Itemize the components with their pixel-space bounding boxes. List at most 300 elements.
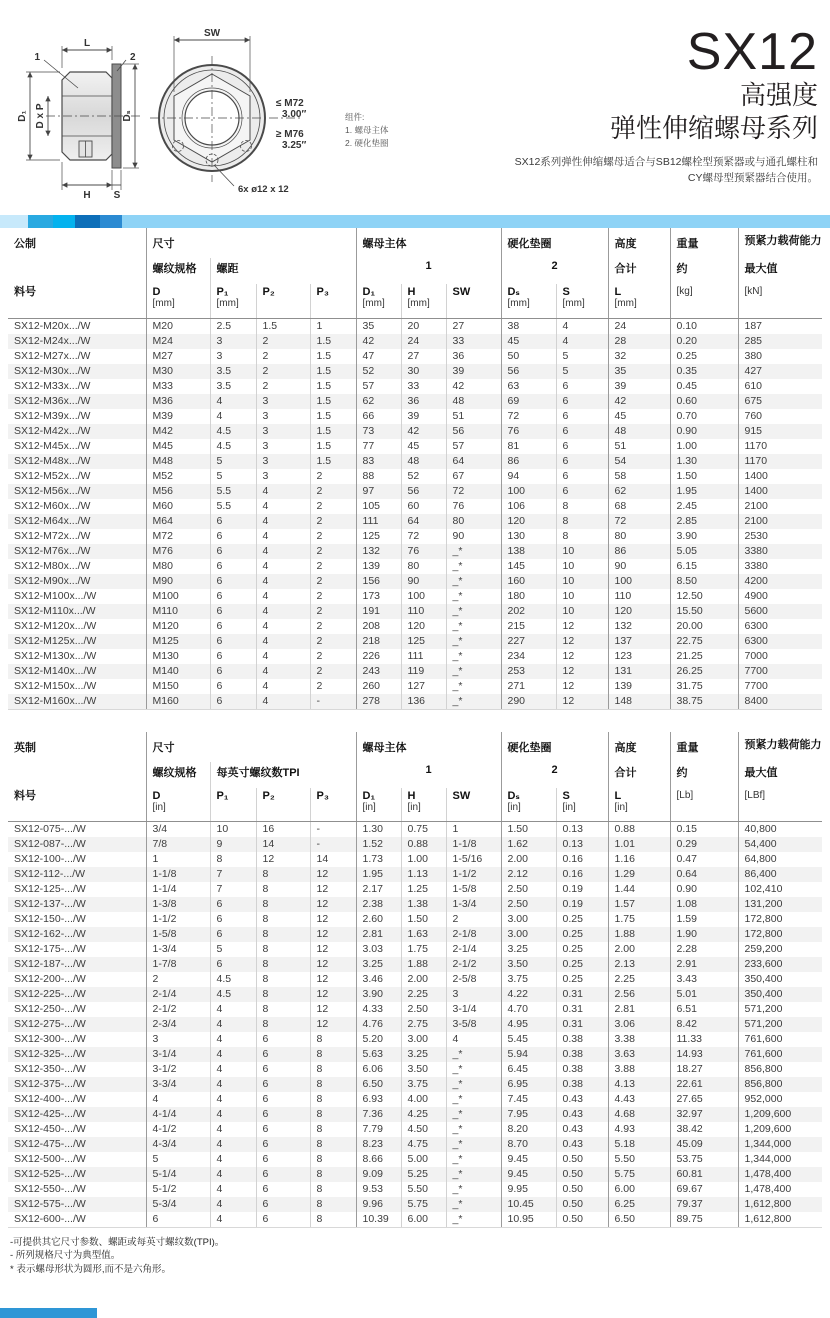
value-cell: 6.50 — [608, 1212, 670, 1228]
value-cell: 5.63 — [356, 1047, 401, 1062]
value-cell: _* — [446, 544, 501, 559]
value-cell: M140 — [146, 664, 210, 679]
value-cell: 97 — [356, 484, 401, 499]
value-cell: 64 — [446, 454, 501, 469]
value-cell: M30 — [146, 364, 210, 379]
value-cell: 6 — [210, 664, 256, 679]
value-cell: 6 — [210, 559, 256, 574]
value-cell: 3.03 — [356, 942, 401, 957]
table-row — [8, 1152, 822, 1167]
value-cell: 105 — [356, 499, 401, 514]
value-cell: 3.75 — [401, 1077, 446, 1092]
value-cell: - — [310, 822, 356, 838]
region-label: 英制 — [14, 741, 36, 754]
value-cell: 3.75 — [501, 972, 556, 987]
value-cell: 12 — [310, 957, 356, 972]
value-cell: 2.81 — [356, 927, 401, 942]
value-cell: 4 — [210, 1212, 256, 1228]
value-cell: 4 — [256, 679, 310, 694]
value-cell: 0.88 — [608, 822, 670, 838]
value-cell: M36 — [146, 394, 210, 409]
value-cell: 0.31 — [556, 987, 608, 1002]
value-cell: 0.31 — [556, 1002, 608, 1017]
part-number-cell: SX12-125-.../W — [14, 883, 86, 895]
value-cell: 6.06 — [356, 1062, 401, 1077]
part-number-cell: SX12-M36x.../W — [14, 394, 91, 407]
value-cell: 8 — [310, 1212, 356, 1228]
value-cell: 6.95 — [501, 1077, 556, 1092]
part-number-cell: SX12-575-.../W — [14, 1198, 86, 1210]
value-cell: 172,800 — [738, 927, 822, 942]
value-cell: 80 — [608, 529, 670, 544]
value-cell: 12 — [310, 987, 356, 1002]
value-cell: 5600 — [738, 604, 822, 619]
table-row — [8, 694, 822, 710]
page-title: SX12 — [686, 23, 818, 81]
group-height: 高度 — [608, 228, 670, 258]
value-cell: 8 — [310, 1137, 356, 1152]
value-cell: 26.25 — [670, 664, 738, 679]
value-cell: 38 — [501, 318, 556, 334]
value-cell: 5.50 — [401, 1182, 446, 1197]
value-cell: 8 — [310, 1092, 356, 1107]
value-cell: 2 — [310, 529, 356, 544]
value-cell: 6 — [210, 649, 256, 664]
value-cell: 72 — [446, 484, 501, 499]
value-cell: 1.25 — [401, 882, 446, 897]
value-cell: 7000 — [738, 649, 822, 664]
imperial-header-row-sub — [8, 762, 822, 788]
value-cell: 6 — [210, 604, 256, 619]
value-cell: 22.75 — [670, 634, 738, 649]
value-cell: 2.75 — [401, 1017, 446, 1032]
value-cell: 4 — [210, 1032, 256, 1047]
value-cell: _* — [446, 1047, 501, 1062]
value-cell: 7/8 — [146, 837, 210, 852]
table-row — [8, 499, 822, 514]
part-number-cell: SX12-375-.../W — [14, 1078, 86, 1090]
value-cell: 86 — [608, 544, 670, 559]
holes-note: 6x ø12 x 12 — [238, 184, 289, 195]
value-cell: _* — [446, 1212, 501, 1228]
value-cell: 4 — [210, 1182, 256, 1197]
value-cell: 3-1/4 — [446, 1002, 501, 1017]
value-cell: 5 — [146, 1152, 210, 1167]
value-cell: M64 — [146, 514, 210, 529]
part-number-cell: SX12-325-.../W — [14, 1048, 86, 1060]
value-cell: 4 — [210, 1137, 256, 1152]
value-cell: 67 — [446, 469, 501, 484]
value-cell: 6 — [256, 1092, 310, 1107]
value-cell: 285 — [738, 334, 822, 349]
value-cell: 4 — [210, 1017, 256, 1032]
value-cell: 1 — [146, 852, 210, 867]
value-cell: 68 — [608, 499, 670, 514]
part-number-cell: SX12-M33x.../W — [14, 379, 91, 392]
value-cell: 2 — [310, 589, 356, 604]
value-cell: 12 — [310, 927, 356, 942]
table-row — [8, 972, 822, 987]
value-cell: 0.15 — [670, 822, 738, 838]
part-number-cell: SX12-M24x.../W — [14, 334, 91, 347]
value-cell: 1,612,800 — [738, 1197, 822, 1212]
value-cell: 156 — [356, 574, 401, 589]
value-cell: 1.30 — [356, 822, 401, 838]
value-cell: 1.5 — [310, 334, 356, 349]
table-row — [8, 1002, 822, 1017]
column-header: Dₛ [in] — [501, 788, 556, 822]
value-cell: 4.22 — [501, 987, 556, 1002]
value-cell: 56 — [446, 424, 501, 439]
value-cell: 6 — [256, 1197, 310, 1212]
value-cell: 69 — [501, 394, 556, 409]
value-cell: 1-1/2 — [146, 912, 210, 927]
value-cell: 48 — [401, 454, 446, 469]
footnote-line: * 表示螺母形状为圆形,而不是六角形。 — [10, 1263, 171, 1275]
value-cell: 4 — [256, 664, 310, 679]
table-row — [8, 1062, 822, 1077]
value-cell: 0.90 — [670, 424, 738, 439]
value-cell: 12 — [256, 852, 310, 867]
value-cell: 1.90 — [670, 927, 738, 942]
value-cell: 8 — [310, 1152, 356, 1167]
table-row — [8, 394, 822, 409]
value-cell: 1.44 — [608, 882, 670, 897]
column-header: D [mm] — [146, 284, 210, 318]
value-cell: 137 — [608, 634, 670, 649]
imperial-header-row-columns — [8, 788, 822, 822]
value-cell: 33 — [401, 379, 446, 394]
value-cell: M52 — [146, 469, 210, 484]
value-cell: 12 — [310, 1002, 356, 1017]
value-cell: 1 — [310, 318, 356, 334]
value-cell: 6.00 — [608, 1182, 670, 1197]
value-cell: 1.16 — [608, 852, 670, 867]
part-number-cell: SX12-425-.../W — [14, 1108, 86, 1120]
value-cell: 0.38 — [556, 1077, 608, 1092]
value-cell: 24 — [608, 318, 670, 334]
value-cell: 6 — [256, 1167, 310, 1182]
value-cell: 48 — [608, 424, 670, 439]
value-cell: 4.5 — [210, 972, 256, 987]
value-cell: _* — [446, 589, 501, 604]
value-cell: 120 — [401, 619, 446, 634]
value-cell: 62 — [356, 394, 401, 409]
part-number-cell: SX12-550-.../W — [14, 1183, 86, 1195]
footer-accent-bar — [0, 1308, 97, 1318]
table-row — [8, 852, 822, 867]
dim-label-D1: D₁ — [17, 110, 28, 122]
value-cell: 136 — [401, 694, 446, 710]
table-row — [8, 867, 822, 882]
value-cell: 6 — [210, 679, 256, 694]
value-cell: 18.27 — [670, 1062, 738, 1077]
value-cell: 72 — [401, 529, 446, 544]
value-cell: 0.45 — [670, 379, 738, 394]
value-cell: 1.50 — [670, 469, 738, 484]
value-cell: 1.01 — [608, 837, 670, 852]
value-cell: 35 — [356, 318, 401, 334]
value-cell: 8400 — [738, 694, 822, 710]
value-cell: 0.16 — [556, 852, 608, 867]
value-cell: 90 — [401, 574, 446, 589]
value-cell: 2 — [446, 912, 501, 927]
metric-header-row-sub — [8, 258, 822, 284]
value-cell: 139 — [356, 559, 401, 574]
value-cell: 1.5 — [310, 349, 356, 364]
column-header: P₃ — [310, 788, 356, 822]
column-header-part-number: 料号 — [8, 788, 146, 822]
size-note-small-1: ≤ M72 — [276, 98, 304, 109]
value-cell: 2 — [310, 559, 356, 574]
value-cell: 45 — [608, 409, 670, 424]
value-cell: 76 — [401, 544, 446, 559]
value-cell: 1.30 — [670, 454, 738, 469]
column-header: L [mm] — [608, 284, 670, 318]
part-number-cell: SX12-250-.../W — [14, 1003, 86, 1015]
value-cell: 8 — [256, 942, 310, 957]
value-cell: 8 — [310, 1107, 356, 1122]
value-cell: 6 — [256, 1212, 310, 1228]
value-cell: 3.5 — [210, 379, 256, 394]
value-cell: _* — [446, 664, 501, 679]
value-cell: 1.00 — [670, 439, 738, 454]
value-cell: 2.56 — [608, 987, 670, 1002]
value-cell: 14.93 — [670, 1047, 738, 1062]
value-cell: 60.81 — [670, 1167, 738, 1182]
value-cell: 1.63 — [401, 927, 446, 942]
value-cell: 4 — [256, 694, 310, 710]
value-cell: 1,478,400 — [738, 1167, 822, 1182]
accent-bar-segment — [28, 215, 53, 228]
value-cell: 172,800 — [738, 912, 822, 927]
column-header: P₁ — [210, 788, 256, 822]
value-cell: 72 — [608, 514, 670, 529]
value-cell: 28 — [608, 334, 670, 349]
value-cell: 64 — [401, 514, 446, 529]
value-cell: 0.25 — [556, 912, 608, 927]
value-cell: 127 — [401, 679, 446, 694]
value-cell: 4 — [146, 1092, 210, 1107]
value-cell: 1.00 — [401, 852, 446, 867]
value-cell: 1.57 — [608, 897, 670, 912]
value-cell: 4-1/4 — [146, 1107, 210, 1122]
value-cell: 3.43 — [670, 972, 738, 987]
table-row — [8, 634, 822, 649]
table-row — [8, 529, 822, 544]
value-cell: 1,478,400 — [738, 1182, 822, 1197]
value-cell: _* — [446, 1122, 501, 1137]
value-cell: 1.95 — [356, 867, 401, 882]
value-cell: 0.50 — [556, 1212, 608, 1228]
group-size: 尺寸 — [146, 228, 356, 258]
value-cell: 7700 — [738, 679, 822, 694]
value-cell: 6.00 — [401, 1212, 446, 1228]
value-cell: 120 — [608, 604, 670, 619]
value-cell: 3-5/8 — [446, 1017, 501, 1032]
callout-1: 1 — [34, 52, 40, 63]
value-cell: 1.62 — [501, 837, 556, 852]
value-cell: 2 — [310, 484, 356, 499]
value-cell: 3.06 — [608, 1017, 670, 1032]
value-cell: 0.60 — [670, 394, 738, 409]
accent-bar-segment — [122, 215, 830, 228]
value-cell: 1.88 — [401, 957, 446, 972]
part-number-cell: SX12-M140x.../W — [14, 664, 97, 677]
value-cell: 856,800 — [738, 1077, 822, 1092]
value-cell: 2 — [310, 499, 356, 514]
part-number-cell: SX12-075-.../W — [14, 823, 86, 835]
value-cell: 4 — [256, 649, 310, 664]
value-cell: 3 — [210, 334, 256, 349]
part-number-cell: SX12-M160x.../W — [8, 694, 146, 710]
value-cell: 0.38 — [556, 1032, 608, 1047]
value-cell: 10.45 — [501, 1197, 556, 1212]
value-cell: 5-1/4 — [146, 1167, 210, 1182]
table-row — [8, 664, 822, 679]
value-cell: 4.50 — [401, 1122, 446, 1137]
value-cell: M150 — [146, 679, 210, 694]
value-cell: 39 — [608, 379, 670, 394]
value-cell: 45 — [501, 334, 556, 349]
value-cell: 4.25 — [401, 1107, 446, 1122]
value-cell: 45 — [401, 439, 446, 454]
washer-number: 2 — [501, 762, 608, 788]
value-cell: _* — [446, 649, 501, 664]
value-cell: 120 — [501, 514, 556, 529]
value-cell: 6 — [256, 1122, 310, 1137]
value-cell: 8.23 — [356, 1137, 401, 1152]
part-number-cell: SX12-150-.../W — [14, 913, 86, 925]
table-row — [8, 544, 822, 559]
value-cell: 3-3/4 — [146, 1077, 210, 1092]
value-cell: 0.29 — [670, 837, 738, 852]
value-cell: 3.00 — [501, 927, 556, 942]
footnote-line: - 所列规格尺寸为典型值。 — [10, 1250, 121, 1262]
value-cell: 4 — [556, 318, 608, 334]
value-cell: 5 — [210, 454, 256, 469]
value-cell: M80 — [146, 559, 210, 574]
value-cell: 761,600 — [738, 1047, 822, 1062]
value-cell: 4 — [256, 574, 310, 589]
description-line-2: CY螺母型预紧器结合使用。 — [687, 172, 818, 185]
column-header: D₁ [in] — [356, 788, 401, 822]
column-header: P₃ — [310, 284, 356, 318]
value-cell: 2 — [310, 469, 356, 484]
value-cell: _* — [446, 574, 501, 589]
value-cell: 2.13 — [608, 957, 670, 972]
value-cell: 86,400 — [738, 867, 822, 882]
value-cell: 9.45 — [501, 1167, 556, 1182]
value-cell: 2-5/8 — [446, 972, 501, 987]
value-cell: 2 — [256, 334, 310, 349]
value-cell: 145 — [501, 559, 556, 574]
value-cell: 5.25 — [401, 1167, 446, 1182]
value-cell: M120 — [146, 619, 210, 634]
value-cell: 0.13 — [556, 837, 608, 852]
group-nut-body: 螺母主体 — [356, 228, 501, 258]
value-cell: 202 — [501, 604, 556, 619]
value-cell: 4 — [210, 409, 256, 424]
value-cell: 6 — [210, 634, 256, 649]
value-cell: _* — [446, 634, 501, 649]
value-cell: 260 — [356, 679, 401, 694]
value-cell: 5.00 — [401, 1152, 446, 1167]
footnote-line: -可提供其它尺寸参数、螺距或每英寸螺纹数(TPI)。 — [10, 1237, 225, 1248]
value-cell: 3.25 — [356, 957, 401, 972]
part-number-cell: SX12-M130x.../W — [14, 649, 97, 662]
value-cell: 2-1/2 — [146, 1002, 210, 1017]
value-cell: 0.25 — [670, 349, 738, 364]
table-row — [8, 424, 822, 439]
value-cell: 30 — [401, 364, 446, 379]
value-cell: 1400 — [738, 484, 822, 499]
value-cell: 6 — [256, 1077, 310, 1092]
value-cell: 290 — [501, 694, 556, 710]
part-number-cell: SX12-M56x.../W — [14, 484, 91, 497]
value-cell: 761,600 — [738, 1032, 822, 1047]
value-cell: _* — [446, 679, 501, 694]
value-cell: 6 — [256, 1137, 310, 1152]
table-row — [8, 837, 822, 852]
value-cell: 610 — [738, 379, 822, 394]
value-cell: 53.75 — [670, 1152, 738, 1167]
value-cell: 0.75 — [401, 822, 446, 838]
value-cell: 33 — [446, 334, 501, 349]
value-cell: _* — [446, 619, 501, 634]
column-header: S [in] — [556, 788, 608, 822]
value-cell: _* — [446, 1092, 501, 1107]
value-cell: 234 — [501, 649, 556, 664]
value-cell: 1.75 — [608, 912, 670, 927]
approx-label: 约 — [670, 258, 738, 284]
value-cell: 111 — [401, 649, 446, 664]
value-cell: 62 — [608, 484, 670, 499]
value-cell: 36 — [401, 394, 446, 409]
value-cell: 12 — [556, 664, 608, 679]
value-cell: 4 — [256, 619, 310, 634]
value-cell: 2.00 — [401, 972, 446, 987]
value-cell: M100 — [146, 589, 210, 604]
value-cell: 4 — [256, 499, 310, 514]
value-cell: 7 — [210, 867, 256, 882]
value-cell: 100 — [608, 574, 670, 589]
group-washer: 硬化垫圈 — [501, 732, 608, 762]
value-cell: 5.75 — [608, 1167, 670, 1182]
value-cell: 675 — [738, 394, 822, 409]
value-cell: 6 — [556, 469, 608, 484]
value-cell: _* — [446, 1152, 501, 1167]
part-number-cell: SX12-137-.../W — [14, 898, 86, 910]
value-cell: 0.50 — [556, 1197, 608, 1212]
value-cell: 1-5/8 — [446, 882, 501, 897]
value-cell: 31.75 — [670, 679, 738, 694]
value-cell: 3-1/4 — [146, 1047, 210, 1062]
value-cell: 125 — [356, 529, 401, 544]
value-cell: 0.13 — [556, 822, 608, 838]
value-cell: 2100 — [738, 514, 822, 529]
value-cell: 4 — [210, 1122, 256, 1137]
value-cell: 100 — [401, 589, 446, 604]
value-cell: 1-1/8 — [146, 867, 210, 882]
part-number-cell: SX12-112-.../W — [14, 868, 85, 880]
value-cell: 110 — [608, 589, 670, 604]
value-cell: 2100 — [738, 499, 822, 514]
value-cell: 427 — [738, 364, 822, 379]
value-cell: 4-3/4 — [146, 1137, 210, 1152]
table-row — [8, 1122, 822, 1137]
value-cell: 2-1/8 — [446, 927, 501, 942]
